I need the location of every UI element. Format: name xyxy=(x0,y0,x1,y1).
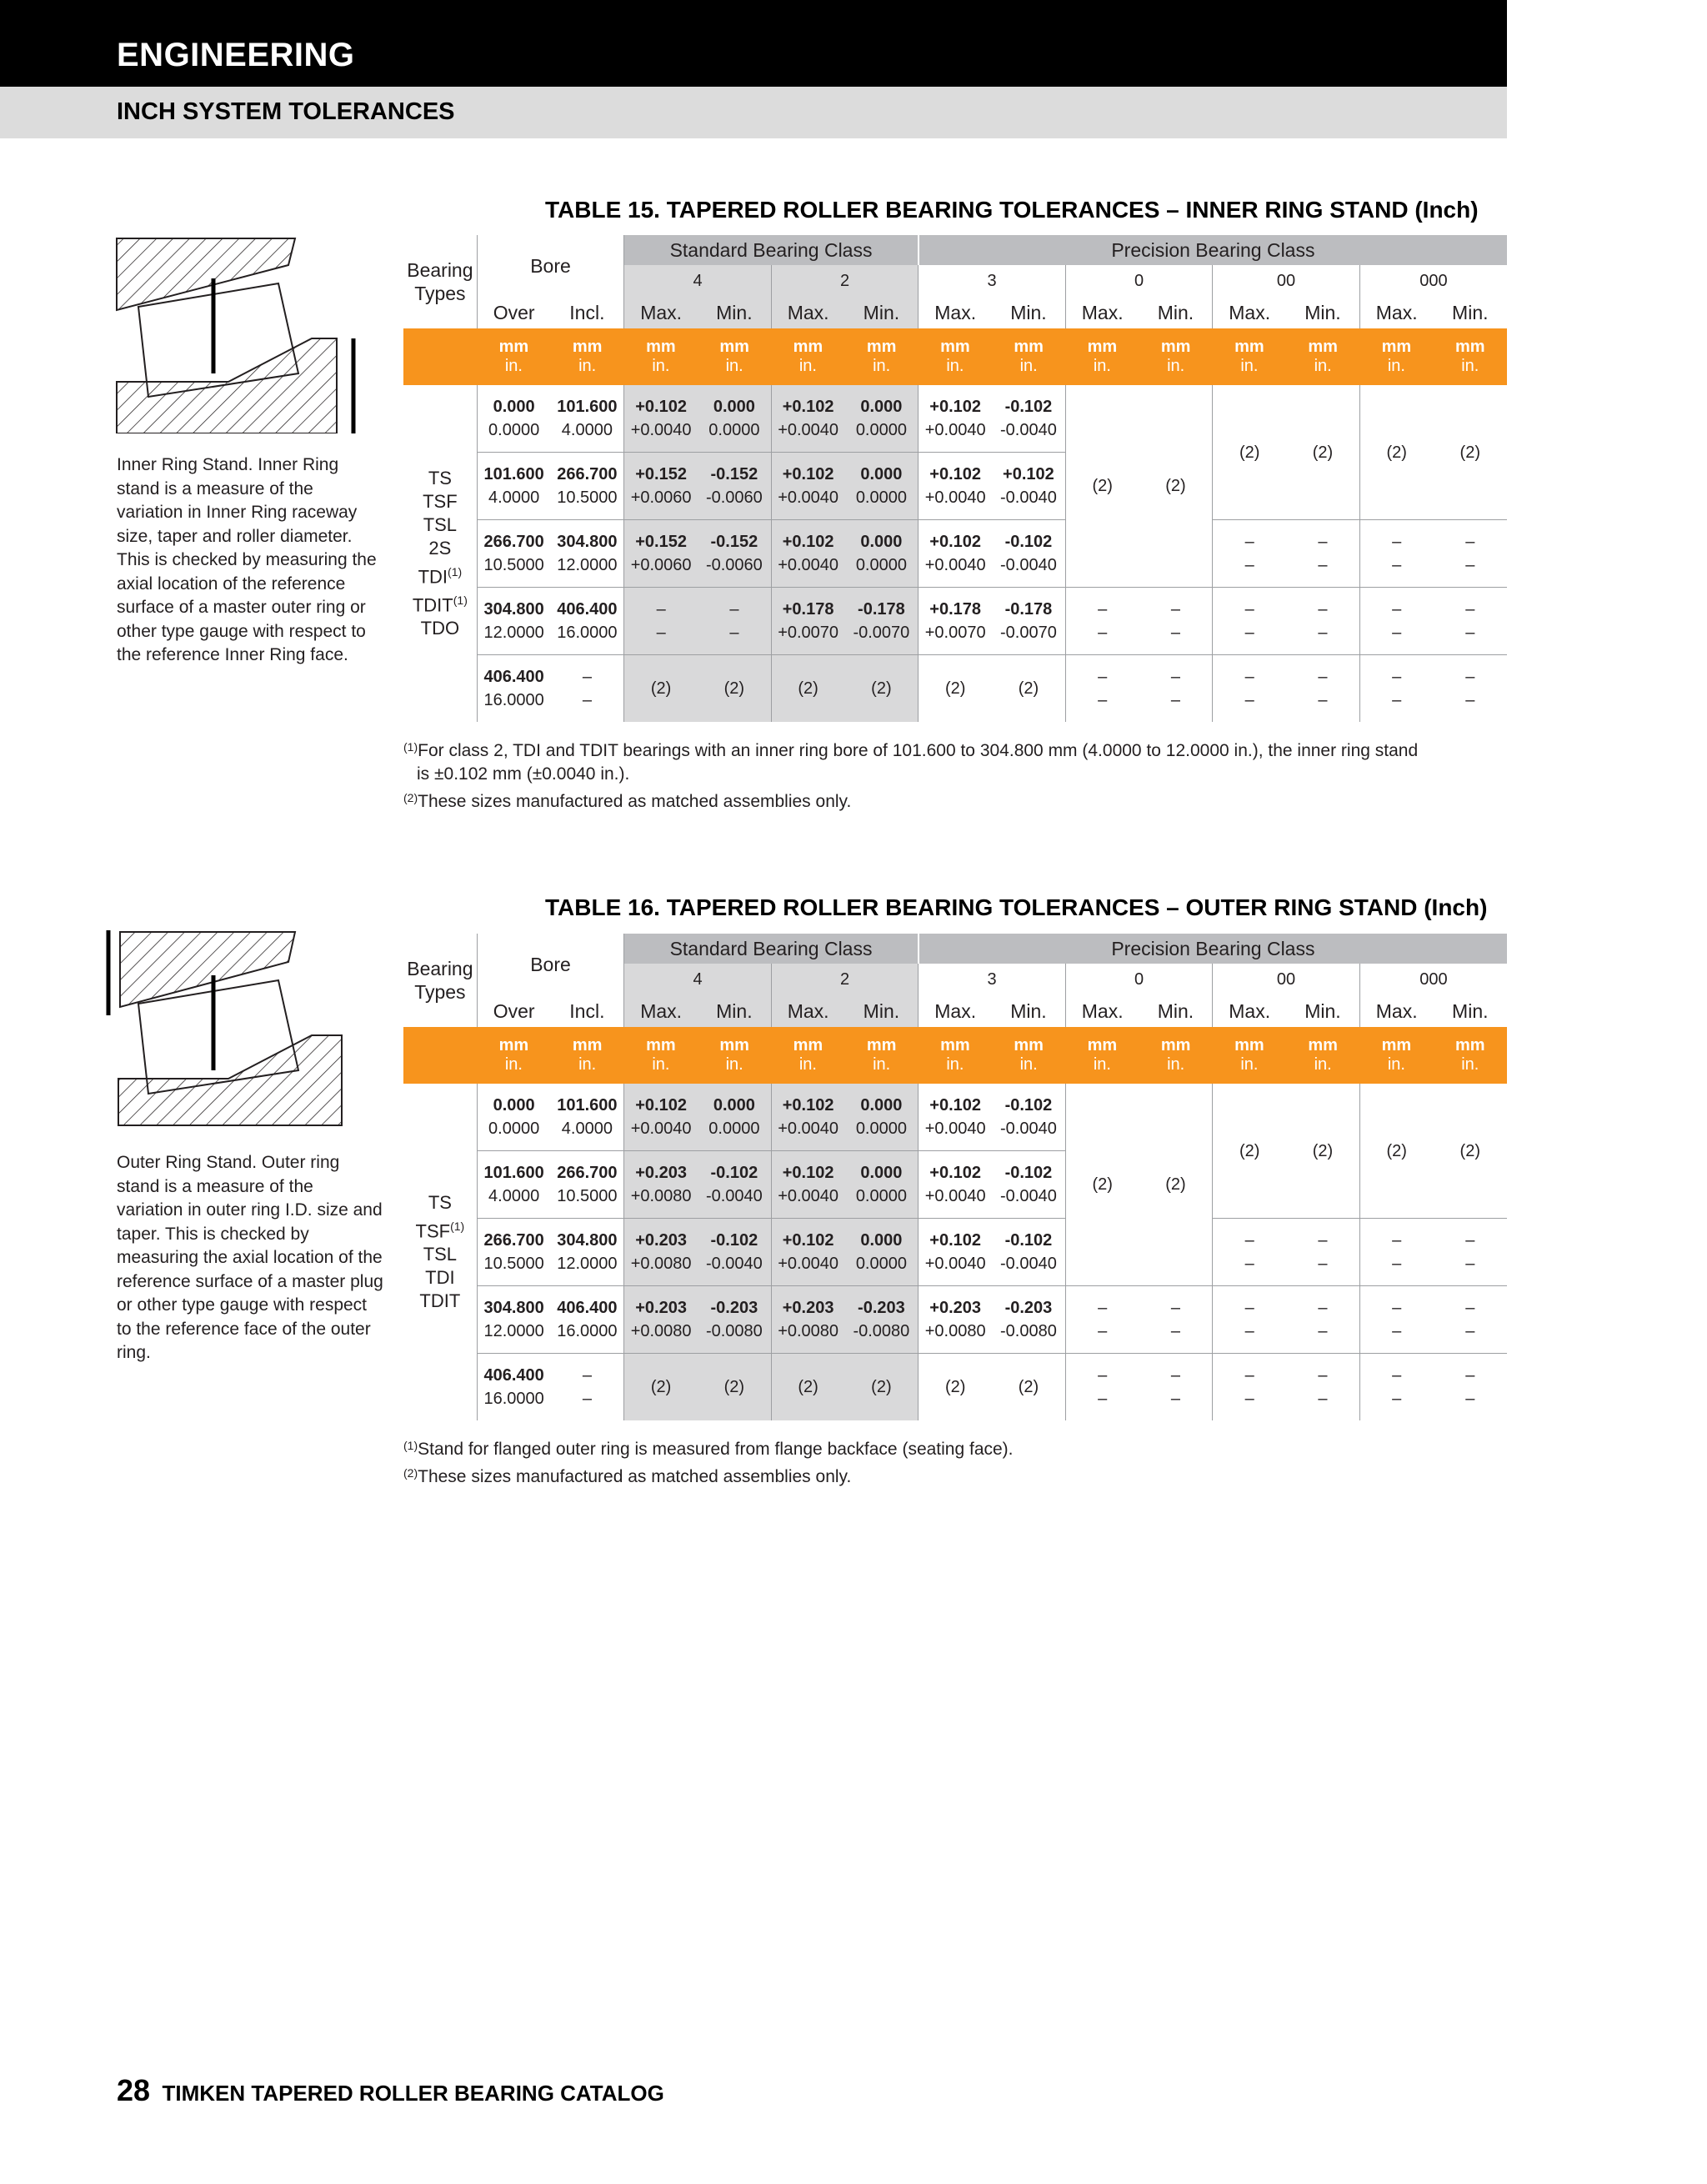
min-header: Min. xyxy=(845,297,919,328)
class-4-header: 4 xyxy=(624,265,772,297)
unit-cell: mm in. xyxy=(1359,328,1433,385)
class4-min: – – xyxy=(698,588,771,655)
class0-min: (2) xyxy=(1165,477,1186,495)
class3-max: (2) xyxy=(919,1354,992,1421)
class000-max: – – xyxy=(1359,1286,1433,1354)
class00-min: – – xyxy=(1286,1354,1359,1421)
bore-incl: 101.600 4.0000 xyxy=(557,1096,618,1138)
class-3-header: 3 xyxy=(919,265,1066,297)
min-header: Min. xyxy=(1452,999,1489,1022)
unit-cell: mm in. xyxy=(1065,328,1139,385)
bore-header: Bore xyxy=(477,235,624,297)
class4-max: +0.203 +0.0080 xyxy=(624,1151,698,1219)
footnote-1-cont: is ±0.102 mm (±0.0040 in.). xyxy=(417,764,630,784)
bore-incl: 101.600 4.0000 xyxy=(557,398,618,439)
unit-cell: mm in. xyxy=(551,1027,624,1084)
class2-max: +0.102 +0.0040 xyxy=(771,453,844,520)
subsection-header xyxy=(0,87,1507,138)
min-header: Min. xyxy=(698,995,771,1027)
class2-min: 0.000 0.0000 xyxy=(845,520,919,588)
precision-class-header: Precision Bearing Class xyxy=(919,235,1507,265)
class3-max: +0.102 +0.0040 xyxy=(919,1151,992,1219)
unit-cell: mm in. xyxy=(919,328,992,385)
page-number: 28 xyxy=(117,2073,151,2107)
table-row xyxy=(403,520,1507,588)
table16-title: TABLE 16. TAPERED ROLLER BEARING TOLERANCES – OUTER RING STAND (Inch) xyxy=(545,894,1488,920)
unit-cell: mm in. xyxy=(845,1027,919,1084)
class4-min: -0.102 -0.0040 xyxy=(698,1151,771,1219)
unit-cell: mm in. xyxy=(919,1027,992,1084)
class3-min: (2) xyxy=(992,655,1065,723)
unit-cell: mm in. xyxy=(477,1027,550,1084)
bore-header: Bore xyxy=(477,934,624,995)
bore-over: 0.000 0.0000 xyxy=(477,1084,550,1151)
max-header: Max. xyxy=(919,297,992,328)
max-header: Max. xyxy=(919,995,992,1027)
class000-min: (2) xyxy=(1459,1141,1480,1160)
class4-min: (2) xyxy=(698,1354,771,1421)
class3-max: +0.102 +0.0040 xyxy=(919,385,992,453)
bore-over: 266.700 10.5000 xyxy=(477,520,550,588)
min-header: Min. xyxy=(1157,301,1194,323)
class000-max: – – xyxy=(1359,655,1433,723)
class-2-header: 2 xyxy=(771,964,919,995)
class00-min: – – xyxy=(1286,655,1359,723)
class3-max: +0.102 +0.0040 xyxy=(919,1084,992,1151)
unit-cell: mm in. xyxy=(1213,328,1286,385)
max-header: Max. xyxy=(624,297,698,328)
class3-min: -0.102 -0.0040 xyxy=(992,1219,1065,1286)
incl-header: Incl. xyxy=(569,301,605,323)
class-4-header: 4 xyxy=(624,964,772,995)
standard-class-header: Standard Bearing Class xyxy=(624,235,919,265)
class000-min: – – xyxy=(1434,655,1507,723)
class3-min: -0.203 -0.0080 xyxy=(992,1286,1065,1354)
class4-min: 0.000 0.0000 xyxy=(698,1084,771,1151)
class2-min: 0.000 0.0000 xyxy=(845,1219,919,1286)
class000-min: – – xyxy=(1434,1286,1507,1354)
class0-max: – – xyxy=(1065,588,1139,655)
table15-footnotes xyxy=(403,735,1418,814)
unit-cell: mm in. xyxy=(1434,1027,1507,1084)
unit-cell: mm in. xyxy=(698,328,771,385)
class3-min: -0.178 -0.0070 xyxy=(992,588,1065,655)
class3-min: -0.102 -0.0040 xyxy=(1000,1096,1057,1138)
class000-max: – – xyxy=(1359,1354,1433,1421)
class000-min: – – xyxy=(1434,588,1507,655)
class0-min: – – xyxy=(1139,655,1213,723)
class000-min: – – xyxy=(1434,520,1507,588)
class0-max: (2) xyxy=(1065,1084,1139,1286)
class-3-header: 3 xyxy=(919,964,1066,995)
bore-incl: – – xyxy=(551,655,624,723)
unit-cell: mm in. xyxy=(771,1027,844,1084)
class00-max: – – xyxy=(1213,1286,1286,1354)
class00-min: – – xyxy=(1286,1286,1359,1354)
class4-max: (2) xyxy=(624,655,698,723)
bore-incl: 266.700 10.5000 xyxy=(551,1151,624,1219)
class4-max: +0.102 +0.0040 xyxy=(624,1084,698,1151)
table-row xyxy=(403,655,1507,723)
max-header: Max. xyxy=(771,297,844,328)
bearing-types-list: TS TSF$^{(1)}$ TSL TDI TDIT xyxy=(415,1191,465,1312)
class3-min: -0.102 -0.0040 xyxy=(1000,398,1057,439)
bore-over: 406.400 16.0000 xyxy=(477,1354,550,1421)
min-header: Min. xyxy=(1157,999,1194,1022)
page-footer xyxy=(117,2073,664,2108)
footnote-1: $^{(1)}$Stand for flanged outer ring is measured from flange backface (seating face). xyxy=(403,1439,1014,1459)
class2-max: +0.102 +0.0040 xyxy=(771,1219,844,1286)
units-row xyxy=(403,1027,1507,1084)
min-header: Min. xyxy=(1452,301,1489,323)
class000-min: (2) xyxy=(1459,443,1480,462)
class4-min: -0.152 -0.0060 xyxy=(698,453,771,520)
unit-cell: mm in. xyxy=(992,1027,1065,1084)
bore-over: 304.800 12.0000 xyxy=(477,588,550,655)
section-title: ENGINEERING xyxy=(117,37,355,73)
catalog-title: TIMKEN TAPERED ROLLER BEARING CATALOG xyxy=(162,2081,664,2106)
outer-ring-stand-diagram xyxy=(103,930,372,1130)
class-00-header: 00 xyxy=(1213,964,1360,995)
class00-max: – – xyxy=(1213,520,1286,588)
unit-cell: mm in. xyxy=(1434,328,1507,385)
bore-over: 406.400 16.0000 xyxy=(477,655,550,723)
class000-max: – – xyxy=(1359,588,1433,655)
unit-cell: mm in. xyxy=(624,328,698,385)
unit-cell: mm in. xyxy=(771,328,844,385)
footnote-2: $^{(2)}$These sizes manufactured as matched assemblies only. xyxy=(403,1466,852,1486)
min-header: Min. xyxy=(1010,999,1047,1022)
class2-min: 0.000 0.0000 xyxy=(845,1151,919,1219)
class4-max: (2) xyxy=(624,1354,698,1421)
bore-over: 101.600 4.0000 xyxy=(477,453,550,520)
outer-ring-description: Outer Ring Stand. Outer ring stand is a measure of the variation in outer ring I.D. size and taper. This is checked by measuring the axial location of the reference surface of a master plug or other type gauge with respect to the reference face of the outer ring. xyxy=(117,1153,383,1362)
class000-max: (2) xyxy=(1359,385,1433,520)
class2-min: (2) xyxy=(845,655,919,723)
class4-max: +0.102 +0.0040 xyxy=(624,385,698,453)
incl-header: Incl. xyxy=(569,999,605,1022)
class-0-header: 0 xyxy=(1065,964,1213,995)
min-header: Min. xyxy=(1010,301,1047,323)
class2-max: (2) xyxy=(771,1354,844,1421)
bore-over: 266.700 10.5000 xyxy=(477,1219,550,1286)
class00-max: – – xyxy=(1213,1354,1286,1421)
class00-max: – – xyxy=(1213,588,1286,655)
class4-max: +0.203 +0.0080 xyxy=(624,1286,698,1354)
class-2-header: 2 xyxy=(771,265,919,297)
class3-min: +0.102 -0.0040 xyxy=(992,453,1065,520)
class3-max: +0.102 +0.0040 xyxy=(919,520,992,588)
bore-incl: 406.400 16.0000 xyxy=(551,1286,624,1354)
bore-over: 304.800 12.0000 xyxy=(477,1286,550,1354)
class3-max: +0.203 +0.0080 xyxy=(919,1286,992,1354)
class4-max: +0.152 +0.0060 xyxy=(624,453,698,520)
class000-max: – – xyxy=(1359,1219,1433,1286)
class00-max: – – xyxy=(1213,1219,1286,1286)
over-header: Over xyxy=(477,995,550,1027)
precision-class-header: Precision Bearing Class xyxy=(919,934,1507,964)
bore-incl: 304.800 12.0000 xyxy=(551,1219,624,1286)
unit-cell: mm in. xyxy=(1139,328,1213,385)
table15-title: TABLE 15. TAPERED ROLLER BEARING TOLERANCES – INNER RING STAND (Inch) xyxy=(545,197,1479,223)
class2-min: 0.000 0.0000 xyxy=(845,385,919,453)
over-header: Over xyxy=(477,297,550,328)
table-row xyxy=(403,1219,1507,1286)
class3-max: (2) xyxy=(919,655,992,723)
subsection-title: INCH SYSTEM TOLERANCES xyxy=(117,98,455,125)
standard-class-header: Standard Bearing Class xyxy=(624,934,919,964)
table-row xyxy=(403,1084,1507,1151)
max-header: Max. xyxy=(1359,995,1433,1027)
class00-max: (2) xyxy=(1213,385,1286,520)
class2-min: -0.178 -0.0070 xyxy=(845,588,919,655)
unit-cell: mm in. xyxy=(624,1027,698,1084)
class3-max: +0.102 +0.0040 xyxy=(919,1219,992,1286)
class3-min: (2) xyxy=(992,1354,1065,1421)
section-header xyxy=(0,0,1507,87)
unit-cell: mm in. xyxy=(845,328,919,385)
inner-ring-description: Inner Ring Stand. Inner Ring stand is a measure of the variation in Inner Ring raceway size, taper and roller diameter. This is checked by measuring the axial location of the reference surface of a master outer ring or other type gauge with respect to the reference Inner Ring face. xyxy=(117,455,377,664)
unit-cell: mm in. xyxy=(1286,328,1359,385)
class-000-header: 000 xyxy=(1359,265,1507,297)
max-header: Max. xyxy=(1359,297,1433,328)
max-header: Max. xyxy=(1213,995,1286,1027)
class4-min: -0.102 -0.0040 xyxy=(698,1219,771,1286)
class2-max: +0.102 +0.0040 xyxy=(771,520,844,588)
min-header: Min. xyxy=(845,995,919,1027)
class4-min: -0.203 -0.0080 xyxy=(698,1286,771,1354)
table16-footnotes xyxy=(403,1434,1014,1489)
class0-min: – – xyxy=(1139,1286,1213,1354)
bore-over: 101.600 4.0000 xyxy=(477,1151,550,1219)
class-00-header: 00 xyxy=(1213,265,1360,297)
class2-max: +0.102 +0.0040 xyxy=(771,1151,844,1219)
unit-cell: mm in. xyxy=(477,328,550,385)
class00-min: – – xyxy=(1286,520,1359,588)
table-row xyxy=(403,385,1507,453)
class2-max: +0.102 +0.0040 xyxy=(771,1084,844,1151)
max-header: Max. xyxy=(1065,995,1139,1027)
bore-incl: 266.700 10.5000 xyxy=(551,453,624,520)
unit-cell: mm in. xyxy=(1359,1027,1433,1084)
bearing-types-list: TS TSF TSL 2S TDI$^{(1)}$ TDIT$^{(1)}$ TDO xyxy=(412,467,468,639)
class4-max: +0.203 +0.0080 xyxy=(624,1219,698,1286)
class2-max: +0.178 +0.0070 xyxy=(771,588,844,655)
class2-min: -0.203 -0.0080 xyxy=(845,1286,919,1354)
bore-incl: 304.800 12.0000 xyxy=(551,520,624,588)
class2-min: 0.000 0.0000 xyxy=(845,1084,919,1151)
unit-cell: mm in. xyxy=(551,328,624,385)
class0-max: – – xyxy=(1065,1286,1139,1354)
table15 xyxy=(403,235,1507,722)
class2-min: 0.000 0.0000 xyxy=(845,453,919,520)
footnote-1: $^{(1)}$For class 2, TDI and TDIT bearings with an inner ring bore of 101.600 to 304.800 mm (4.0000 to 12.0000 in.), the inner ring stand xyxy=(403,740,1419,760)
class4-min: (2) xyxy=(698,655,771,723)
class000-max: (2) xyxy=(1359,1084,1433,1219)
unit-cell: mm in. xyxy=(1065,1027,1139,1084)
class00-min: (2) xyxy=(1312,1141,1334,1160)
class0-min: – – xyxy=(1139,1354,1213,1421)
class0-min: (2) xyxy=(1165,1175,1186,1194)
class4-min: -0.152 -0.0060 xyxy=(698,520,771,588)
class4-min: 0.000 0.0000 xyxy=(698,385,771,453)
class00-min: – – xyxy=(1286,588,1359,655)
bore-incl: – – xyxy=(551,1354,624,1421)
class3-min: -0.102 -0.0040 xyxy=(992,1151,1065,1219)
footnote-2: $^{(2)}$These sizes manufactured as matched assemblies only. xyxy=(403,791,852,811)
min-header: Min. xyxy=(1304,301,1341,323)
class4-max: +0.152 +0.0060 xyxy=(624,520,698,588)
max-header: Max. xyxy=(771,995,844,1027)
class3-max: +0.102 +0.0040 xyxy=(919,453,992,520)
bore-incl: 406.400 16.0000 xyxy=(551,588,624,655)
min-header: Min. xyxy=(698,297,771,328)
class000-max: – – xyxy=(1359,520,1433,588)
unit-cell: mm in. xyxy=(1213,1027,1286,1084)
min-header: Min. xyxy=(1304,999,1341,1022)
inner-ring-stand-diagram xyxy=(112,233,372,433)
unit-cell: mm in. xyxy=(698,1027,771,1084)
max-header: Max. xyxy=(624,995,698,1027)
class2-max: (2) xyxy=(771,655,844,723)
class3-max: +0.178 +0.0070 xyxy=(919,588,992,655)
bearing-types-header: Bearing Types xyxy=(407,259,473,304)
max-header: Max. xyxy=(1065,297,1139,328)
units-row xyxy=(403,328,1507,385)
bearing-types-header: Bearing Types xyxy=(407,958,473,1003)
class2-max: +0.102 +0.0040 xyxy=(771,385,844,453)
class0-max: (2) xyxy=(1065,385,1139,588)
bore-over: 0.000 0.0000 xyxy=(477,385,550,453)
table-row xyxy=(403,1286,1507,1354)
class0-min: – – xyxy=(1139,588,1213,655)
class00-max: – – xyxy=(1213,655,1286,723)
table-row xyxy=(403,1354,1507,1421)
class0-max: – – xyxy=(1065,655,1139,723)
unit-cell: mm in. xyxy=(1286,1027,1359,1084)
class000-min: – – xyxy=(1434,1219,1507,1286)
class00-min: (2) xyxy=(1312,443,1334,462)
class-0-header: 0 xyxy=(1065,265,1213,297)
class000-min: – – xyxy=(1434,1354,1507,1421)
class00-min: – – xyxy=(1286,1219,1359,1286)
class00-max: (2) xyxy=(1213,1084,1286,1219)
max-header: Max. xyxy=(1213,297,1286,328)
unit-cell: mm in. xyxy=(992,328,1065,385)
class2-max: +0.203 +0.0080 xyxy=(771,1286,844,1354)
class0-max: – – xyxy=(1065,1354,1139,1421)
class-000-header: 000 xyxy=(1359,964,1507,995)
table-row xyxy=(403,588,1507,655)
class2-min: (2) xyxy=(845,1354,919,1421)
table16 xyxy=(403,934,1507,1420)
unit-cell: mm in. xyxy=(1139,1027,1213,1084)
class4-max: – – xyxy=(624,588,698,655)
class3-min: -0.102 -0.0040 xyxy=(992,520,1065,588)
